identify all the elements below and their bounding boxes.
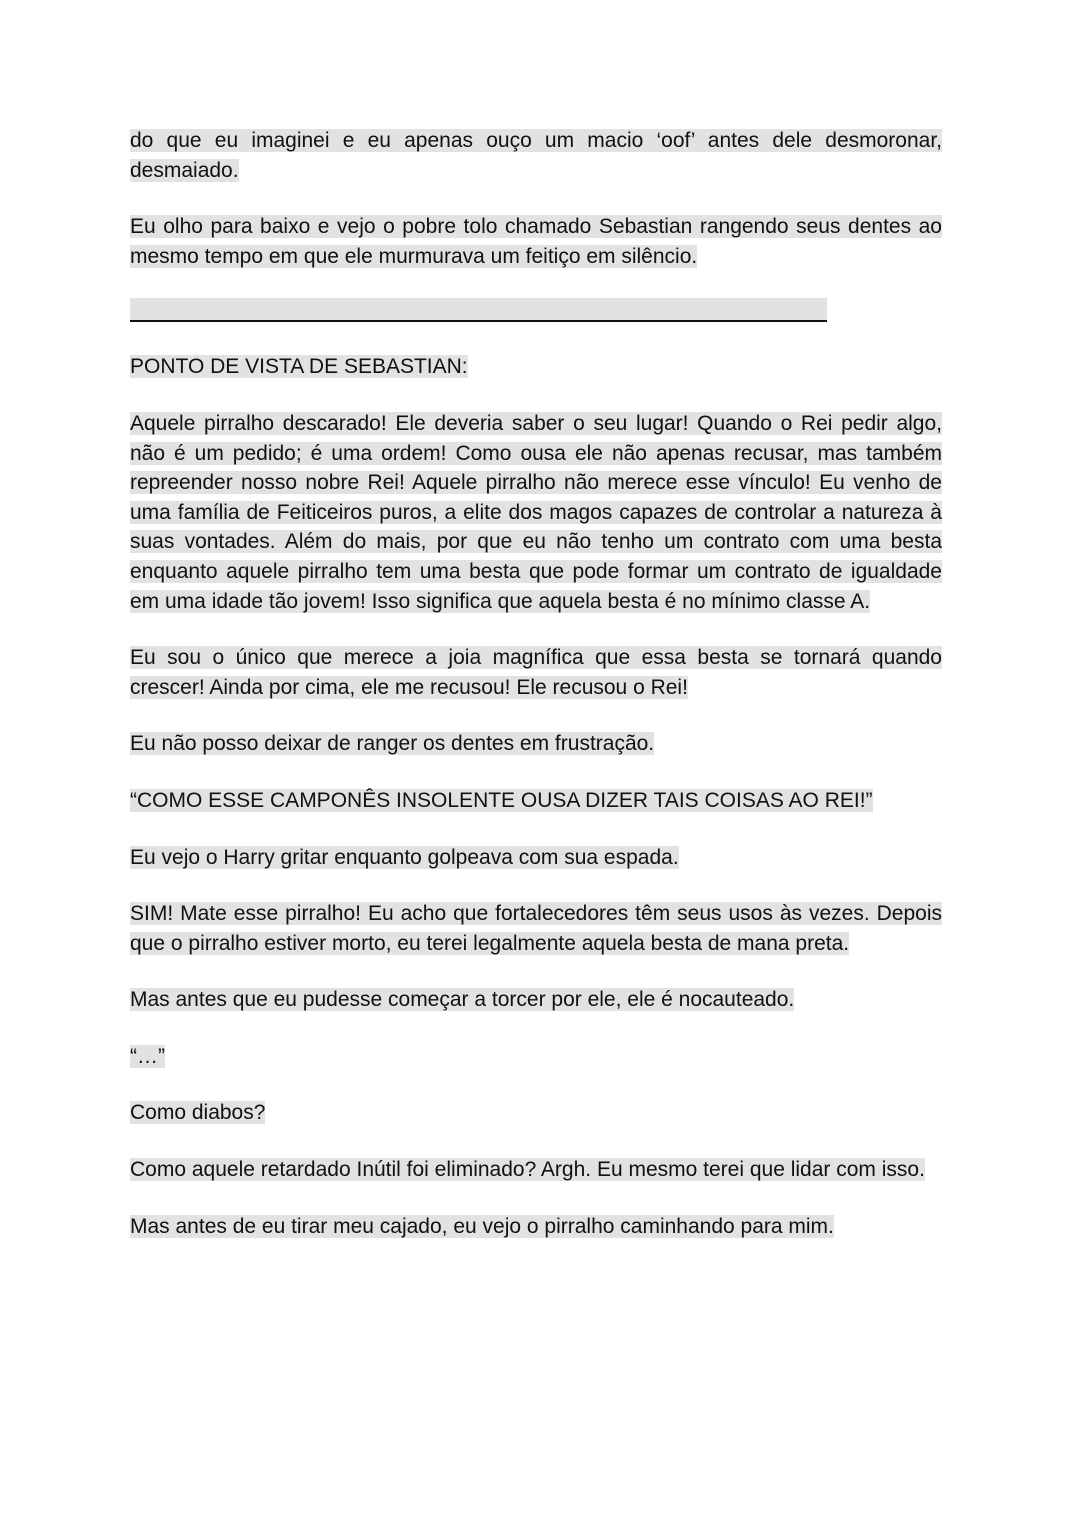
paragraph [130, 899, 942, 958]
dialogue-text: “COMO ESSE CAMPONÊS INSOLENTE OUSA DIZER TAIS COISAS AO REI!” [130, 788, 873, 812]
paragraph [130, 729, 942, 759]
paragraph [130, 843, 942, 873]
paragraph-text: Aquele pirralho descarado! Ele deveria saber o seu lugar! Quando o Rei pedir algo, não é um pedido; é uma ordem! Como ousa ele não apenas recusar, mas também repreender nosso nobre Rei! Aquele pirralho não merece esse vínculo! Eu venho de uma família de Feiticeiros puros, a elite dos magos capazes de controlar a natureza à suas vontades. Além do mais, por que eu não tenho um contrato com uma besta enquanto aquele pirralho tem uma besta que pode formar um contrato de igualdade em uma idade tão jovem! Isso significa que aquela besta é no mínimo classe A. [130, 411, 942, 613]
paragraph [130, 1155, 942, 1185]
section-divider [130, 298, 827, 322]
paragraph [130, 212, 942, 271]
paragraph-text: Eu não posso deixar de ranger os dentes em frustração. [130, 732, 655, 756]
paragraph [130, 643, 942, 702]
paragraph-text: Como aquele retardado Inútil foi eliminado? Argh. Eu mesmo terei que lidar com isso. [130, 1158, 925, 1182]
paragraph-text: Como diabos? [130, 1101, 266, 1125]
document-body [130, 126, 942, 1268]
paragraph-text: SIM! Mate esse pirralho! Eu acho que fortalecedores têm seus usos às vezes. Depois que o pirralho estiver morto, eu terei legalmente aquela besta de mana preta. [130, 902, 942, 955]
paragraph [130, 985, 942, 1015]
paragraph [130, 126, 942, 185]
paragraph [130, 409, 942, 616]
paragraph-text: Eu vejo o Harry gritar enquanto golpeava com sua espada. [130, 845, 679, 869]
paragraph-text: Mas antes de eu tirar meu cajado, eu vejo o pirralho caminhando para mim. [130, 1214, 834, 1238]
dialogue-line [130, 786, 942, 816]
section-heading-text: PONTO DE VISTA DE SEBASTIAN: [130, 355, 468, 379]
dialogue-line [130, 1042, 942, 1072]
dialogue-text: “…” [130, 1044, 165, 1068]
paragraph [130, 1098, 942, 1128]
paragraph [130, 1212, 942, 1242]
paragraph-text: Mas antes que eu pudesse começar a torcer por ele, ele é nocauteado. [130, 988, 795, 1012]
paragraph-text: Eu sou o único que merece a joia magnífica que essa besta se tornará quando crescer! Ainda por cima, ele me recusou! Ele recusou o Rei! [130, 646, 942, 699]
paragraph-text: Eu olho para baixo e vejo o pobre tolo chamado Sebastian rangendo seus dentes ao mesmo tempo em que ele murmurava um feitiço em silêncio. [130, 215, 942, 268]
paragraph-text: do que eu imaginei e eu apenas ouço um macio ‘oof’ antes dele desmoronar, desmaiado. [130, 129, 942, 182]
section-heading [130, 352, 942, 382]
